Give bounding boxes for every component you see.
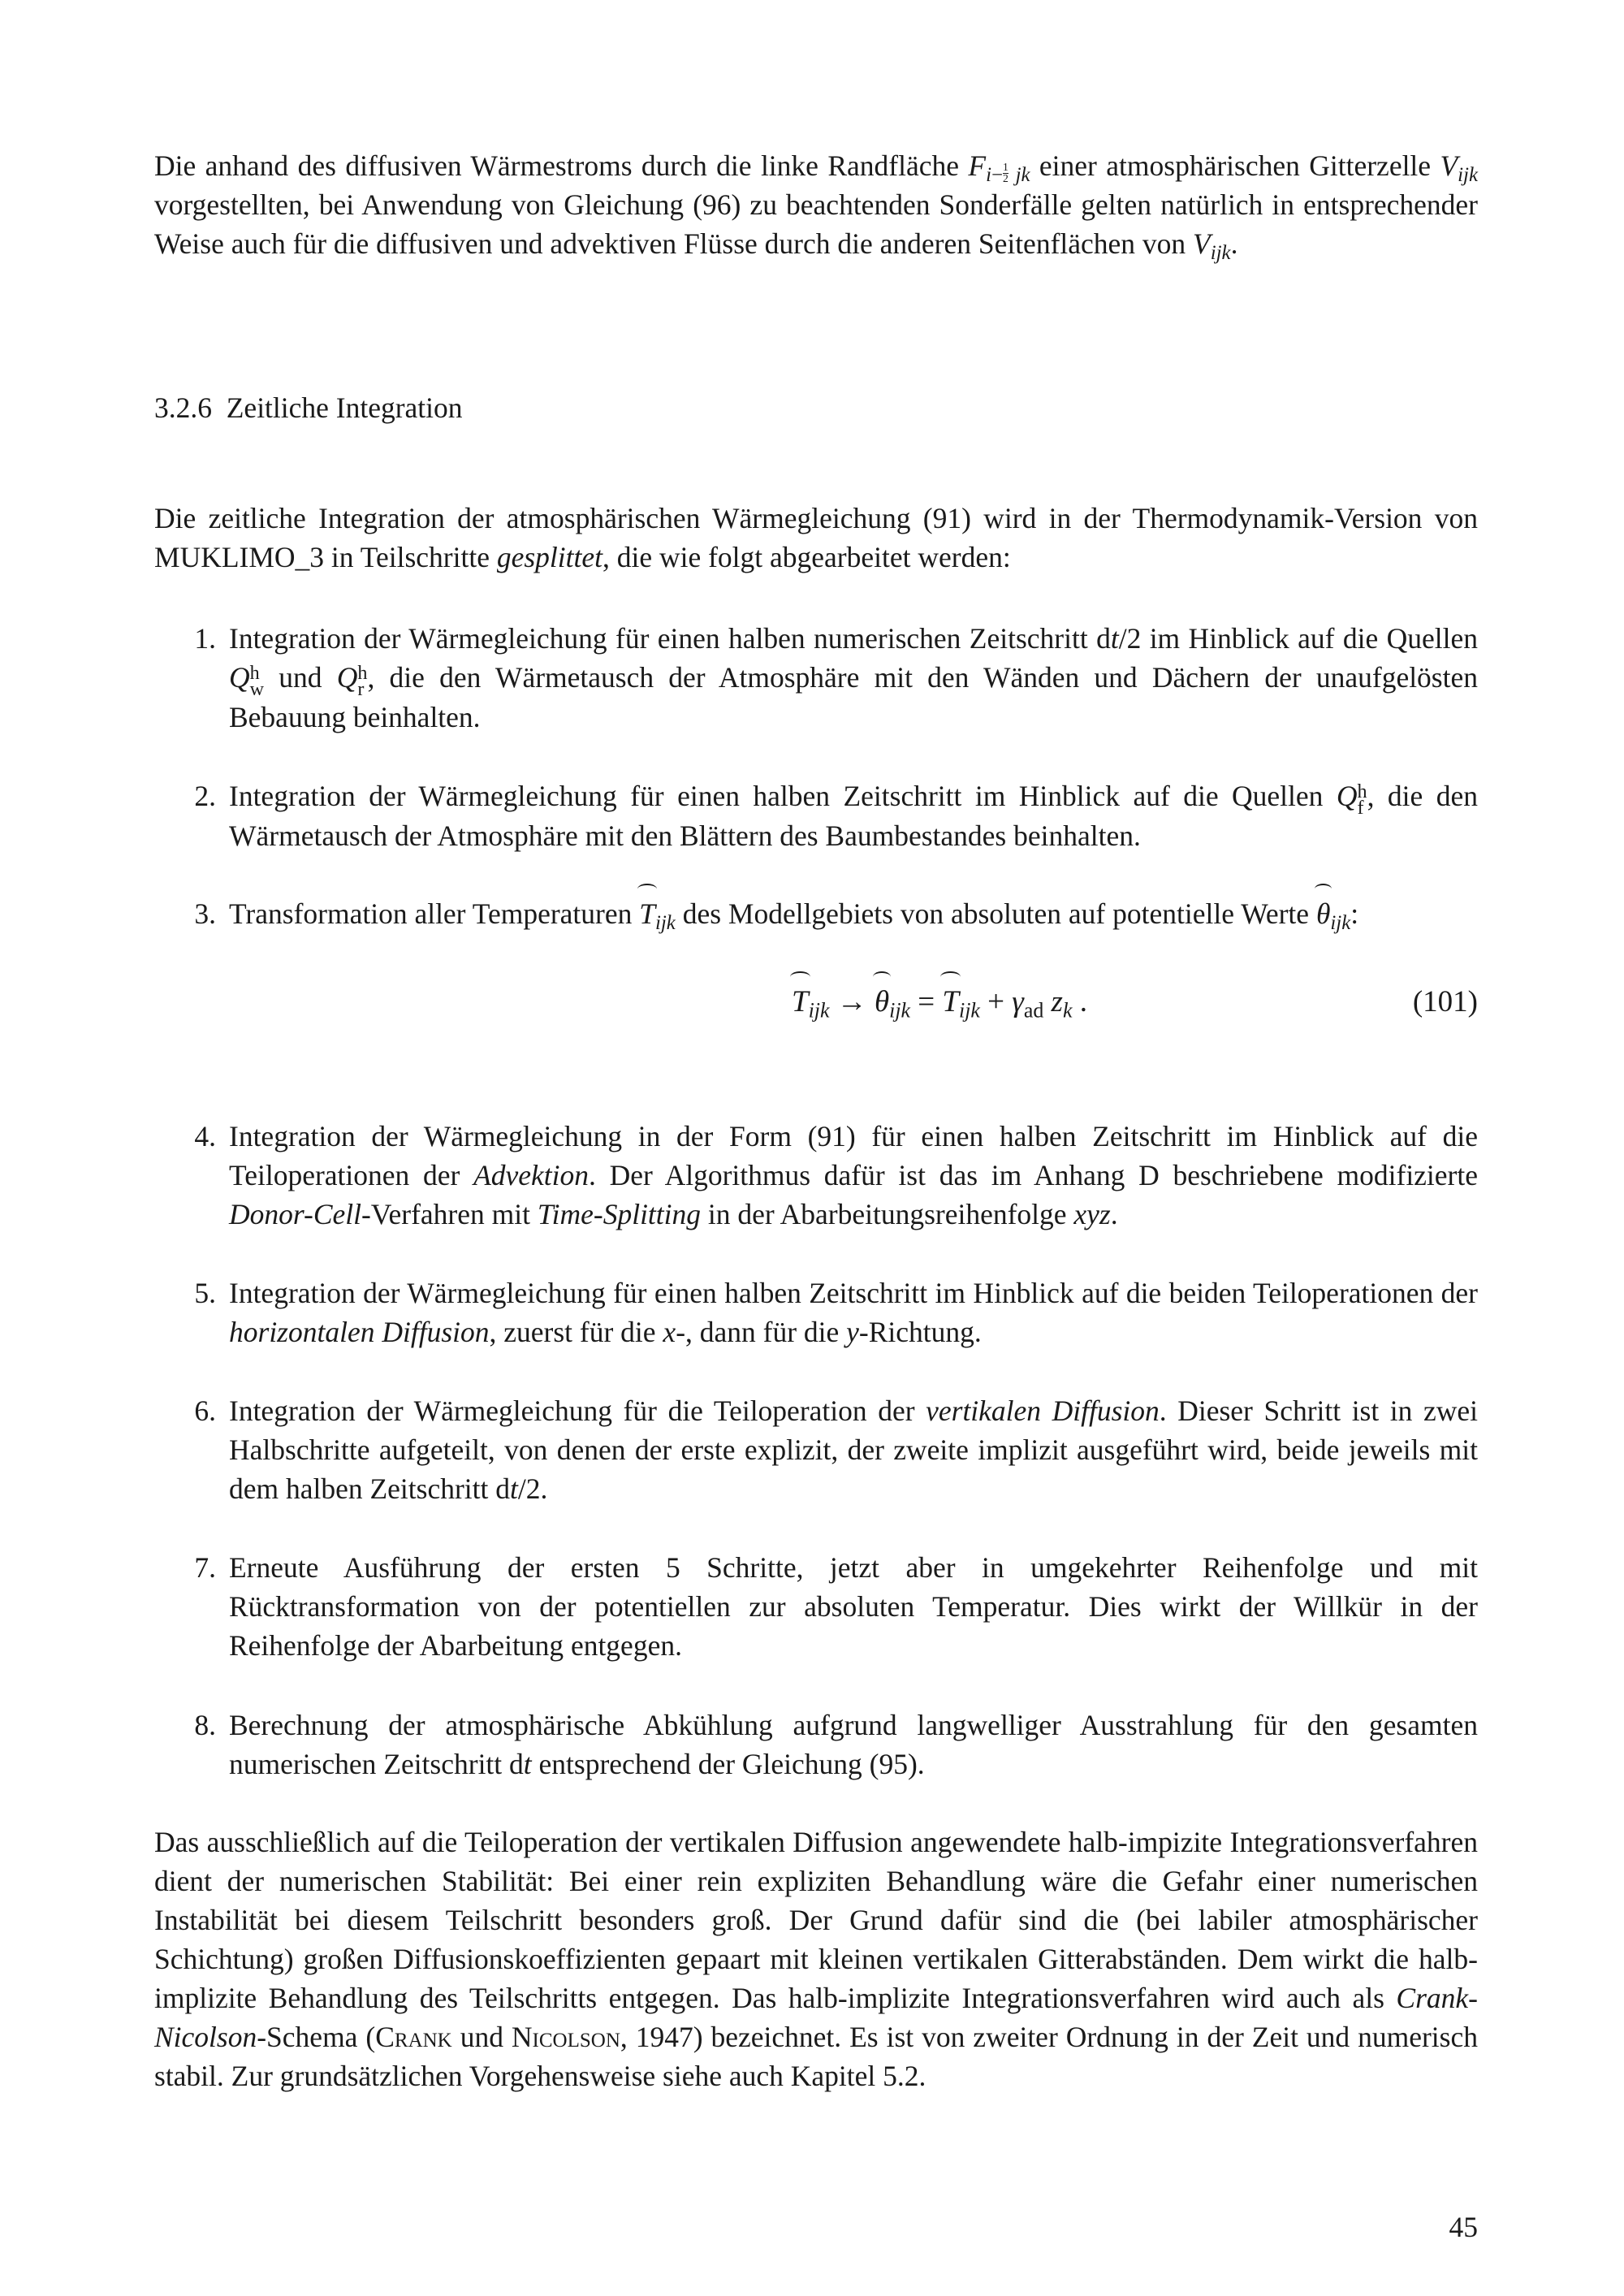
list-number: 3. (194, 897, 216, 930)
section-heading (154, 388, 463, 427)
equation-formula: $T_{ijk} \to \theta_{ijk} = T_{ijk} + \gamma_{ad}$ $z_k$ . (792, 983, 1087, 1022)
math-F: F (968, 149, 987, 182)
author-crank: Crank (375, 2021, 452, 2053)
list-number: 7. (194, 1551, 216, 1584)
section-number: 3.2.6 (154, 391, 212, 424)
author-nicolson: Nicolson (511, 2021, 620, 2053)
section-title: Zeitliche Integration (226, 391, 463, 424)
fraction-one-half: $\frac{1}{2}$ (1003, 161, 1009, 184)
page-number: 45 (1449, 2211, 1478, 2243)
list-number: 6. (194, 1394, 216, 1427)
list-number: 4. (194, 1120, 216, 1152)
list-number: 8. (194, 1709, 216, 1741)
list-number: 2. (194, 780, 216, 812)
paragraph-boundary-cases: Die anhand des diffusiven Wärmestroms durch die linke Randfläche $F_{i- \frac{1}{2} jk}$ einer atmosphärischen Gitterzelle $V_{ijk}$ vorgestellten, bei Anwendung von Gleichung (96) zu beachtenden Sonderfälle gelten natürlich in entsprechender Weise auch für die diffusiven und advektiven Flüsse durch die anderen Seitenflächen von $V_{ijk}$. (154, 149, 1478, 264)
document-page: Die anhand des diffusiven Wärmestroms durch die linke Randfläche $F_{i- \frac{1}{2} jk}$ einer atmosphärischen Gitterzelle $V_{ijk}$ vorgestellten, bei Anwendung von Gleichung (96) zu beachtenden Sonderfälle gelten natürlich in entsprechender Weise auch für die diffusiven und advektiven Flüsse durch die anderen Seitenflächen von $V_{ijk}$. 3.2.6 Zeitliche Integration Die zeitliche Integration der atmosphärischen Wärmegleichung (91) wird in der Thermodynamik-Version von MUKLIMO_3 in Teilschritte gesplittet, die wie folgt abgearbeitet werden: 1. Integration der Wärmegleichung für einen halben numerischen Zeitschritt dt/2 im Hinblick auf die Quellen Q h w und Q h r , die den Wärmetausch der Atmosphäre mit den Wänden und Dächern der unaufgelösten Bebauung beinhalten. 2. Integration der Wärmegleichung für einen halben Zeitschritt im Hinblick auf die Quellen Q h f , die den Wärmetausch der Atmosphäre mit den Blättern des Baumbestandes beinhalten. 3. Transformation aller Temperaturen $T_{ijk}$ des Modellgebiets von absoluten auf potentielle Werte $\theta_{ijk}$: $T_{ijk} \to \theta_{ijk} = T_{ijk} + \gamma_{ad}$ $z_k$ . (101) 4. Integration der Wärmegleichung in der Form (91) für einen halben Zeitschritt im Hinblick auf die Teiloperationen der Advektion. Der Algorithmus dafür ist das im Anhang D beschriebene modifizierte Donor-Cell-Verfahren mit Time-Splitting in der Abarbeitungsreihenfolge xyz. 5. Integration der Wärmegleichung für einen halben Zeitschritt im Hinblick auf die beiden Teiloperationen der horizontalen Diffusion, zuerst für die x-, dann für die y-Richtung. 6. Integration der Wärmegleichung für die Teiloperation der vertikalen Diffusion. Dieser Schritt ist in zwei Halbschritte aufgeteilt, von denen der erste explizit, der zweite implizit ausgeführt wird, beide jeweils mit dem halben Zeitschritt dt/2. 7. Erneute Ausführung der ersten 5 Schritte, jetzt aber in umgekehrter Reihenfolge und mit Rücktransformation von der potentiellen zur absoluten Temperatur. Dies wirkt der Willkür in der Reihenfolge der Abarbeitung entgegen. 8. Berechnung der atmosphärische Abkühlung aufgrund langwelliger Ausstrahlung für den gesamten numerischen Zeitschritt dt entsprechend der Gleichung (95). Das ausschließlich auf die Teiloperation der vertikalen Diffusion angewendete halb-impizite Integrationsverfahren dient der numerischen Stabilität: Bei einer rein expliziten Behandlung wäre die Gefahr einer numerischen Instabilität bei diesem Teilschritt besonders groß. Der Grund dafür sind die (bei labiler atmosphärischer Schichtung) großen Diffusionskoeffizienten gepaart mit kleinen vertikalen Gitterabständen. Dem wirkt die halb-implizite Behandlung des Teilschritts entgegen. Das halb-implizite Integrationsverfahren wird auch als Crank-Nicolson-Schema (Crank und Nicolson, 1947) bezeichnet. Es ist von zweiter Ordnung in der Zeit und numerisch stabil. Zur grundsätzlichen Vorgehensweise siehe auch Kapitel 5.2. 45 (0, 0, 1624, 2296)
paragraph-crank-nicolson: Das ausschließlich auf die Teiloperation der vertikalen Diffusion angewendete halb-impizite Integrationsverfahren dient der numerischen Stabilität: Bei einer rein expliziten Behandlung wäre die Gefahr einer numerischen Instabilität bei diesem Teilschritt besonders groß. Der Grund dafür sind die (bei labiler atmosphärischer Schichtung) großen Diffusionskoeffizienten gepaart mit kleinen vertikalen Gitterabständen. Dem wirkt die halb-implizite Behandlung des Teilschritts entgegen. Das halb-implizite Integrationsverfahren wird auch als Crank-Nicolson-Schema (Crank und Nicolson, 1947) bezeichnet. Es ist von zweiter Ordnung in der Zeit und numerisch stabil. Zur grundsätzlichen Vorgehensweise siehe auch Kapitel 5.2. (154, 1826, 1478, 2092)
equation-number: (101) (1412, 985, 1478, 1018)
list-number: 5. (194, 1277, 216, 1309)
math-V: V (1440, 149, 1458, 182)
list-number: 1. (194, 622, 216, 655)
paragraph-intro: Die zeitliche Integration der atmosphärischen Wärmegleichung (91) wird in der Thermodynamik-Version von MUKLIMO_3 in Teilschritte gesplittet, die wie folgt abgearbeitet werden: (154, 502, 1478, 573)
